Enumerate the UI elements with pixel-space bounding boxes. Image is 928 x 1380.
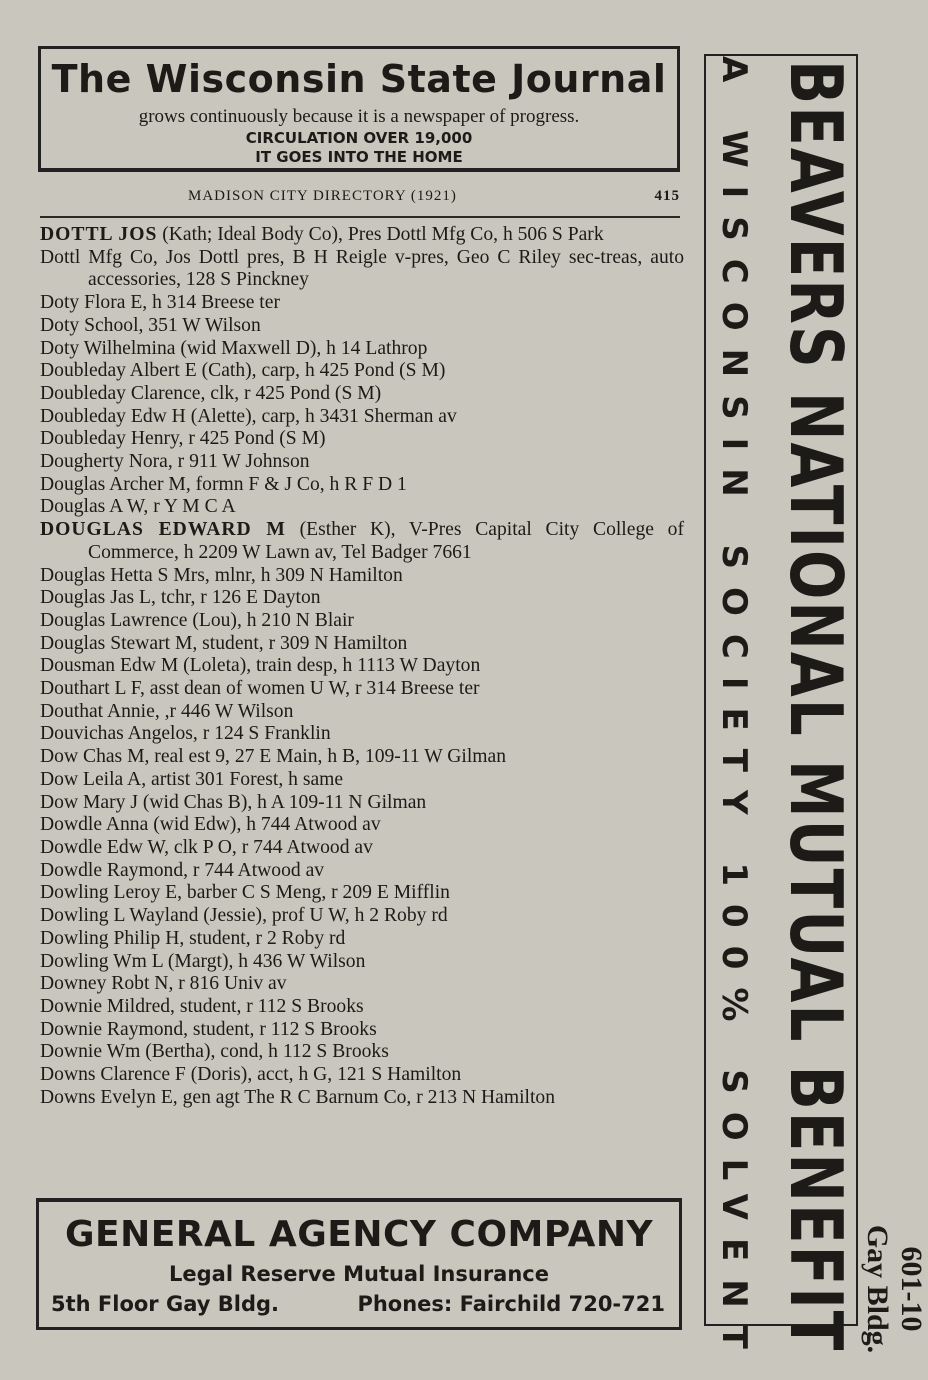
directory-entry (40, 451, 684, 474)
directory-entry (40, 973, 684, 996)
entry-text: Dowling Leroy E, barber C S Meng, r 209 E Mifflin (40, 882, 450, 904)
room-number: 601-10 (895, 1246, 928, 1332)
company-address: 5th Floor Gay Bldg. (51, 1292, 279, 1316)
beavers-name (773, 56, 859, 1353)
building-name: Gay Bldg. (861, 1224, 894, 1354)
directory-entry (40, 519, 684, 564)
directory-entry (40, 860, 684, 883)
directory-entries (40, 224, 684, 1109)
wisconsin-state-journal-ad (38, 46, 680, 172)
entry-text: Downie Mildred, student, r 112 S Brooks (40, 995, 364, 1017)
directory-entry (40, 928, 684, 951)
entry-text: Douthart L F, asst dean of women U W, r 314 Breese ter (40, 678, 480, 700)
ad-circulation: CIRCULATION OVER 19,000 (245, 129, 473, 147)
directory-entry (40, 315, 684, 338)
general-agency-ad (36, 1198, 682, 1330)
entry-text: (Esther K), V-Pres Capital City College of Commerce, h 2209 W Lawn av, Tel Badger 7661 (88, 519, 684, 563)
directory-entry (40, 474, 684, 497)
entry-text: Doubleday Clarence, clk, r 425 Pond (S M) (40, 382, 382, 404)
directory-title: MADISON CITY DIRECTORY (1921) (188, 188, 457, 204)
insurance-line: Legal Reserve Mutual Insurance (169, 1262, 549, 1286)
directory-entry (40, 428, 684, 451)
entry-text: Doty School, 351 W Wilson (40, 314, 261, 336)
directory-entry (40, 678, 684, 701)
directory-entry (40, 655, 684, 678)
entry-text: Douglas A W, r Y M C A (40, 496, 236, 518)
directory-entry (40, 565, 684, 588)
society-slogan: A WISCONSIN SOCIETY 100% SOLVENT (714, 56, 754, 1367)
entry-text: Downs Evelyn E, gen agt The R C Barnum Co, r 213 N Hamilton (40, 1086, 556, 1108)
ad-tagline: IT GOES INTO THE HOME (255, 148, 463, 166)
directory-entry (40, 383, 684, 406)
ad-title: The Wisconsin State Journal (51, 57, 667, 101)
entry-text: Doubleday Henry, r 425 Pond (S M) (40, 428, 326, 450)
directory-entry (40, 1064, 684, 1087)
entry-text: Downey Robt N, r 816 Univ av (40, 973, 287, 995)
entry-text: Dottl Mfg Co, Jos Dottl pres, B H Reigle v-pres, Geo C Riley sec-treas, auto accessories, 128 S Pinckney (40, 246, 684, 291)
entry-text: Dowling Philip H, student, r 2 Roby rd (40, 927, 346, 949)
directory-entry (40, 701, 684, 724)
directory-entry (40, 837, 684, 860)
entry-name-caps: DOTTL JOS (40, 224, 158, 245)
entry-text: Downie Raymond, student, r 112 S Brooks (40, 1018, 377, 1040)
entry-text: Dow Mary J (wid Chas B), h A 109-11 N Gilman (40, 791, 427, 813)
entry-text: Douglas Archer M, formn F & J Co, h R F D 1 (40, 473, 407, 495)
entry-text: Dowdle Edw W, clk P O, r 744 Atwood av (40, 836, 373, 858)
entry-text: Dow Chas M, real est 9, 27 E Main, h B, 109-11 W Gilman (40, 746, 507, 768)
entry-text: Douvichas Angelos, r 124 S Franklin (40, 723, 331, 745)
directory-entry (40, 406, 684, 429)
directory-entry (40, 1087, 684, 1110)
contact-row (39, 1292, 679, 1322)
entry-text: Downie Wm (Bertha), cond, h 112 S Brooks (40, 1041, 389, 1063)
directory-entry (40, 360, 684, 383)
directory-entry (40, 610, 684, 633)
company-name: GENERAL AGENCY COMPANY (64, 1214, 654, 1255)
directory-entry (40, 814, 684, 837)
entry-text: Dowling L Wayland (Jessie), prof U W, h 2 Roby rd (40, 905, 448, 927)
ad-slogan: grows continuously because it is a newspaper of progress. (138, 106, 580, 127)
directory-entry (40, 1019, 684, 1042)
entry-text: Douthat Annie, ,r 446 W Wilson (40, 700, 294, 722)
directory-entry (40, 905, 684, 928)
running-head (40, 188, 680, 212)
directory-entry (40, 723, 684, 746)
entry-text: Doubleday Edw H (Alette), carp, h 3431 Sherman av (40, 405, 457, 427)
entry-text: Dousman Edw M (Loleta), train desp, h 1113 W Dayton (40, 655, 481, 677)
directory-entry (40, 792, 684, 815)
directory-entry (40, 633, 684, 656)
directory-entry (40, 338, 684, 361)
directory-entry (40, 587, 684, 610)
directory-entry (40, 996, 684, 1019)
entry-text: Doty Flora E, h 314 Breese ter (40, 292, 280, 314)
directory-entry (40, 951, 684, 974)
entry-text: (Kath; Ideal Body Co), Pres Dottl Mfg Co, h 506 S Park (157, 224, 604, 245)
entry-text: Dougherty Nora, r 911 W Johnson (40, 451, 310, 473)
entry-text: Douglas Jas L, tchr, r 126 E Dayton (40, 587, 321, 609)
beavers-address (856, 1204, 928, 1374)
directory-entry (40, 1041, 684, 1064)
directory-entry (40, 882, 684, 905)
entry-text: Douglas Hetta S Mrs, mlnr, h 309 N Hamilton (40, 564, 403, 586)
entry-text: Downs Clarence F (Doris), acct, h G, 121 S Hamilton (40, 1064, 462, 1086)
entry-text: Dowling Wm L (Margt), h 436 W Wilson (40, 950, 366, 972)
directory-entry (40, 247, 684, 292)
entry-text: Dow Leila A, artist 301 Forest, h same (40, 768, 344, 790)
directory-entry (40, 496, 684, 519)
page-number: 415 (654, 188, 680, 204)
header-rule (40, 216, 680, 218)
entry-text: Douglas Lawrence (Lou), h 210 N Blair (40, 609, 354, 631)
directory-entry (40, 746, 684, 769)
directory-entry (40, 224, 684, 247)
entry-name-caps: DOUGLAS EDWARD M (40, 519, 286, 541)
directory-entry (40, 292, 684, 315)
entry-text: Douglas Stewart M, student, r 309 N Hamilton (40, 632, 408, 654)
beavers-name-text: BEAVERS NATIONAL MUTUAL BENEFIT (773, 60, 859, 1353)
entry-text: Doty Wilhelmina (wid Maxwell D), h 14 Lathrop (40, 337, 428, 359)
directory-entry (40, 769, 684, 792)
company-phones: Phones: Fairchild 720-721 (357, 1292, 665, 1316)
entry-text: Doubleday Albert E (Cath), carp, h 425 Pond (S M) (40, 360, 446, 382)
entry-text: Dowdle Anna (wid Edw), h 744 Atwood av (40, 814, 381, 836)
beavers-mutual-ad (704, 54, 928, 1367)
entry-text: Dowdle Raymond, r 744 Atwood av (40, 859, 325, 881)
